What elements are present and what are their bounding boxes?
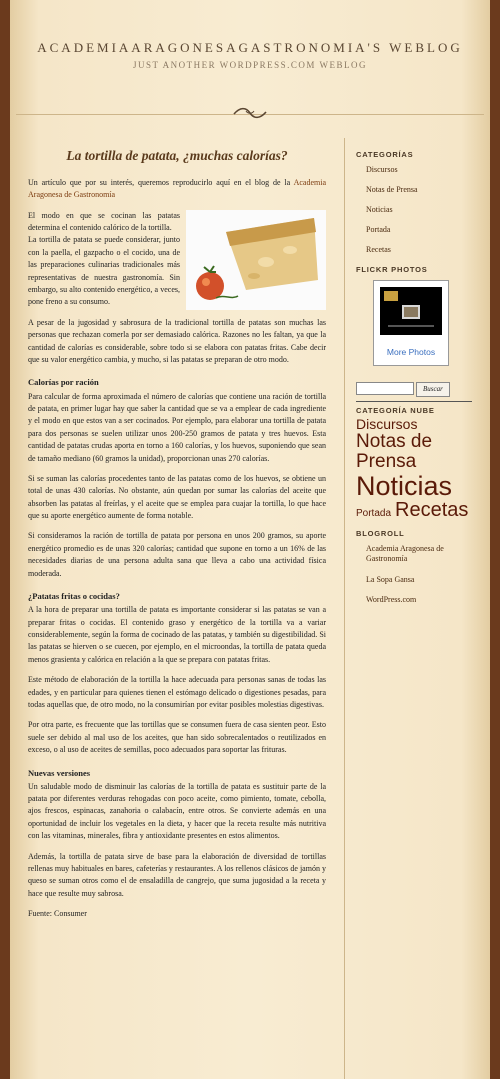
blogroll-heading: BLOGROLL (356, 528, 405, 538)
category-discursos[interactable]: Discursos (366, 165, 398, 174)
flickr-thumbnail[interactable] (380, 287, 442, 335)
post-title[interactable]: La tortilla de patata, ¿muchas calorías? (66, 148, 288, 163)
paragraph-2: La tortilla de patata se puede considerar, junto con la paella, el gazpacho o el cocido, una de las preparaciones culinarias tradicionales más representativas de nuestra gastronomía. Sin embargo, su alto contenido energético, a veces, pone freno a su consumo. (28, 235, 180, 307)
tag-cloud (356, 417, 476, 521)
flickr-heading: FLICKR PHOTOS (356, 265, 428, 274)
category-recetas[interactable]: Recetas (366, 245, 391, 254)
section2-paragraph-3: Por otra parte, es frecuente que las tortillas que se consumen fuera de casa sienten peor. Esto suele ser debido al mal uso de los aceites, que han sido sobrecalentados o reutilizados en exceso, o al uso de aceites de semillas, poco adecuados para soportar las frituras. (28, 720, 326, 755)
cloud-tag-recetas[interactable]: Recetas (395, 498, 469, 521)
blogroll-academia[interactable]: Academia Aragonesa de Gastronomía (366, 543, 444, 564)
cloud-heading: CATEGORÍA NUBE (356, 406, 435, 415)
cloud-tag-portada[interactable]: Portada (356, 507, 392, 519)
tortilla-photo-image (186, 210, 326, 310)
section1-paragraph-2: Si se suman las calorías procedentes tanto de las patatas como de los huevos, se obtiene un total de unas 430 calorías. No obstante, aún quedan por sumar las calorías del aceite que absorben las patatas al freírlas, y el aceite que se emplea para cuajar la tortilla, lo que hace que su aporte energético aumente de forma notable. (28, 473, 326, 521)
blogroll-la-sopa-gansa[interactable]: La Sopa Gansa (366, 574, 415, 584)
post-content (28, 146, 326, 929)
section1-paragraph-3: Si consideramos la ración de tortilla de patata por persona en unos 200 gramos, su aporte energético promedio es de unas 320 calorías; cantidad que supone en torno a un 16% de las necesidades diarias de una persona adulta sana que lleva a cabo una actividad física moderada. (28, 531, 326, 578)
ornament-icon (232, 105, 268, 121)
category-notas-de-prensa[interactable]: Notas de Prensa (366, 185, 418, 194)
category-portada[interactable]: Portada (366, 225, 391, 234)
search-button[interactable]: Buscar (416, 382, 450, 397)
tortilla-photo[interactable] (186, 210, 326, 310)
section2-paragraph-2: Este método de elaboración de la tortilla la hace adecuada para personas sanas de todas las edades, y en particular para quienes tienen el estómago delicado o digestiones pesadas, para todas aquellas que, de otro modo, no la consumirían por evitar posibles molestias digestivas. (28, 675, 326, 709)
intro-text: Un artículo que por su interés, queremos reproducirlo aquí en el blog de la (28, 177, 294, 187)
search-input[interactable] (356, 382, 414, 395)
search-rule (356, 401, 472, 402)
post-source: Fuente: Consumer (28, 909, 87, 919)
post-intro (28, 177, 326, 202)
sidebar-separator (344, 138, 345, 1079)
flickr-widget (373, 280, 449, 366)
section-title-nuevas: Nuevas versiones (28, 767, 91, 778)
section3-paragraph-2: Además, la tortilla de patata sirve de base para la elaboración de diversidad de tortillas rellenas muy habituales en bares, cafeterías y restaurantes. A los rellenos clásicos de jamón y queso se suman otros como el de ensaladilla de cangrejo, que suma jugosidad a la receta y hace que resulte muy sabrosa. (28, 851, 326, 898)
categories-list (356, 165, 476, 254)
academia-link[interactable]: Academia Aragonesa de Gastronomía (28, 177, 326, 200)
categories-heading: CATEGORÍAS (356, 150, 414, 159)
paragraph-1: El modo en que se cocinan las patatas determina el contenido calórico de la tortilla. (28, 210, 180, 233)
cloud-tag-noticias[interactable]: Noticias (356, 470, 453, 501)
blog-header (10, 0, 490, 116)
paragraph-3: A pesar de la jugosidad y sabrosura de la tradicional tortilla de patatas son muchas las personas que rechazan comerla por ser demasiado calórica. Razones no les faltan, ya que la cantidad de calorías es considerable, sobre todo si se elabora con patatas fritas. Cabe decir que su valor energético cambia, y mucho, si las patatas se preparan de otro modo. (28, 317, 326, 364)
section-title-patatas: ¿Patatas fritas o cocidas? (28, 591, 120, 602)
section-title-calorias: Calorías por ración (28, 377, 99, 388)
cloud-tag-discursos[interactable]: Discursos (356, 416, 418, 432)
flickr-more-photos-link[interactable]: More Photos (386, 347, 436, 357)
sidebar (356, 150, 476, 615)
blog-description: JUST ANOTHER WORDPRESS.COM WEBLOG (132, 60, 368, 70)
section2-paragraph-1: A la hora de preparar una tortilla de patata es importante considerar si las patatas se van a preparar fritas o cocidas. El contenido graso y energético de la tortilla va a variar considerablemente, según la forma de cocinado de las patatas, y también su digestibilidad. Si las patatas se hierven o se cuecen, por ejemplo, en el microondas, la tortilla de patata queda menos grasienta y calórica en relación a la que se prepara con patatas fritas. (28, 605, 326, 664)
blogroll-list (356, 544, 476, 606)
blog-title[interactable]: ACADEMIAARAGONESAGASTRONOMIA'S WEBLOG (37, 40, 463, 55)
section1-paragraph-1: Para calcular de forma aproximada el número de calorías que contiene una ración de tortilla de patata, en primer lugar hay que saber la cantidad que se va a emplear de cada ingrediente y el modo en que estos van a ser cocinados. Por ejemplo, para elaborar una tortilla de patata para dos personas se suelen utilizar unos 200-250 gramos de patata y tres huevos. Esta cantidad de patatas crudas aporta en torno a 160 calorías, y los huevos, suponiendo que sean de tamaño mediano (60 gramos la unidad), proporcionan unas 270 calorías. (28, 391, 326, 463)
blogroll-wordpress[interactable]: WordPress.com (366, 595, 417, 605)
page (10, 0, 490, 1079)
search-form (356, 382, 476, 397)
section3-paragraph-1: Un saludable modo de disminuir las calorías de la tortilla de patata es sustituir parte de la patata por diferentes verduras rehogadas con poco aceite, como pimiento, tomate, cebolla, ajos frescos, espinacas, zanahoria o calabacín, entre otros. Se convierte además en una oportunidad de incluir los vegetales en la dieta, y hacer que la receta resulte más nutritiva con las vitaminas, minerales, fibra y antioxidante presentes en estos alimentos. (28, 781, 326, 841)
cloud-tag-notas-de-prensa[interactable]: Notas de Prensa (356, 430, 433, 472)
category-noticias[interactable]: Noticias (366, 205, 393, 214)
